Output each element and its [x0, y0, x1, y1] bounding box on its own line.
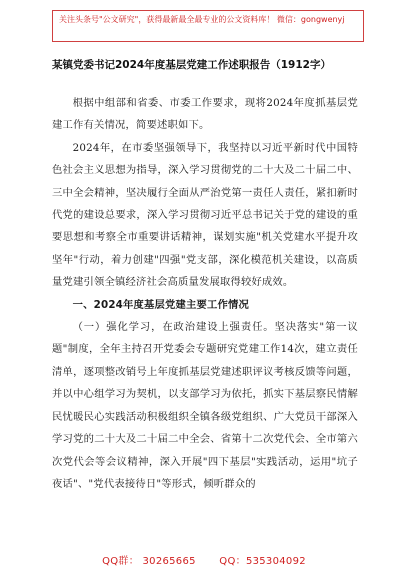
- paragraph: 2024年，在市委坚强领导下，我坚持以习近平新时代中国特色社会主义思想为指导，深入学习贯彻党的二十大及二十届二中、三中全会精神，坚决履行全面从严治党第一责任人责任，紧扣新时代党的建设总要求，深入学习贯彻习近平总书记关于党的建设的重要思想和考察全市重要讲话精神，谋划实施"机关党建水平提升攻坚年"行动，着力创建"四强"党支部，深化模范机关建设，以高质量党建引领全镇经济社会高质量发展取得较好成效。: [52, 141, 358, 289]
- promo-banner: [52, 10, 364, 42]
- document-body: [52, 92, 358, 495]
- footer-qq-group: QQ群： 30265665: [102, 556, 196, 567]
- footer-qq: QQ：535304092: [219, 556, 306, 567]
- paragraph: 根据中组部和省委、市委工作要求，现将2024年度抓基层党建工作有关情况，简要述职如下。: [52, 97, 358, 132]
- document-title: 某镇党委书记2024年度基层党建工作述职报告（1912字）: [52, 59, 331, 71]
- paragraph: （一）强化学习，在政治建设上强责任。坚决落实"第一议题"制度，全年主持召开党委会专题研究党建工作14次，建立责任清单，逐项整改销号上年度抓基层党建述职评议考核反馈等问题，并以中心组学习为契机，以支部学习为依托，抓实下基层察民情解民忧暖民心实践活动积极组织全镇各级党组织、广大党员干部深入学习党的二十大及二十届二中全会、省第十二次党代会、全市第六次党代会等会议精神，深入开展"四下基层"实践活动，运用"坑子夜话"、"党代表接待日"等形式，倾听群众的: [52, 321, 358, 490]
- promo-banner-text: 关注头条号"公文研究"，获得最新最全最专业的公文资料库！ 微信：gongwenyj: [59, 15, 345, 24]
- section-heading: 一、2024年度基层党建主要工作情况: [72, 298, 250, 311]
- footer-contact: [0, 552, 408, 567]
